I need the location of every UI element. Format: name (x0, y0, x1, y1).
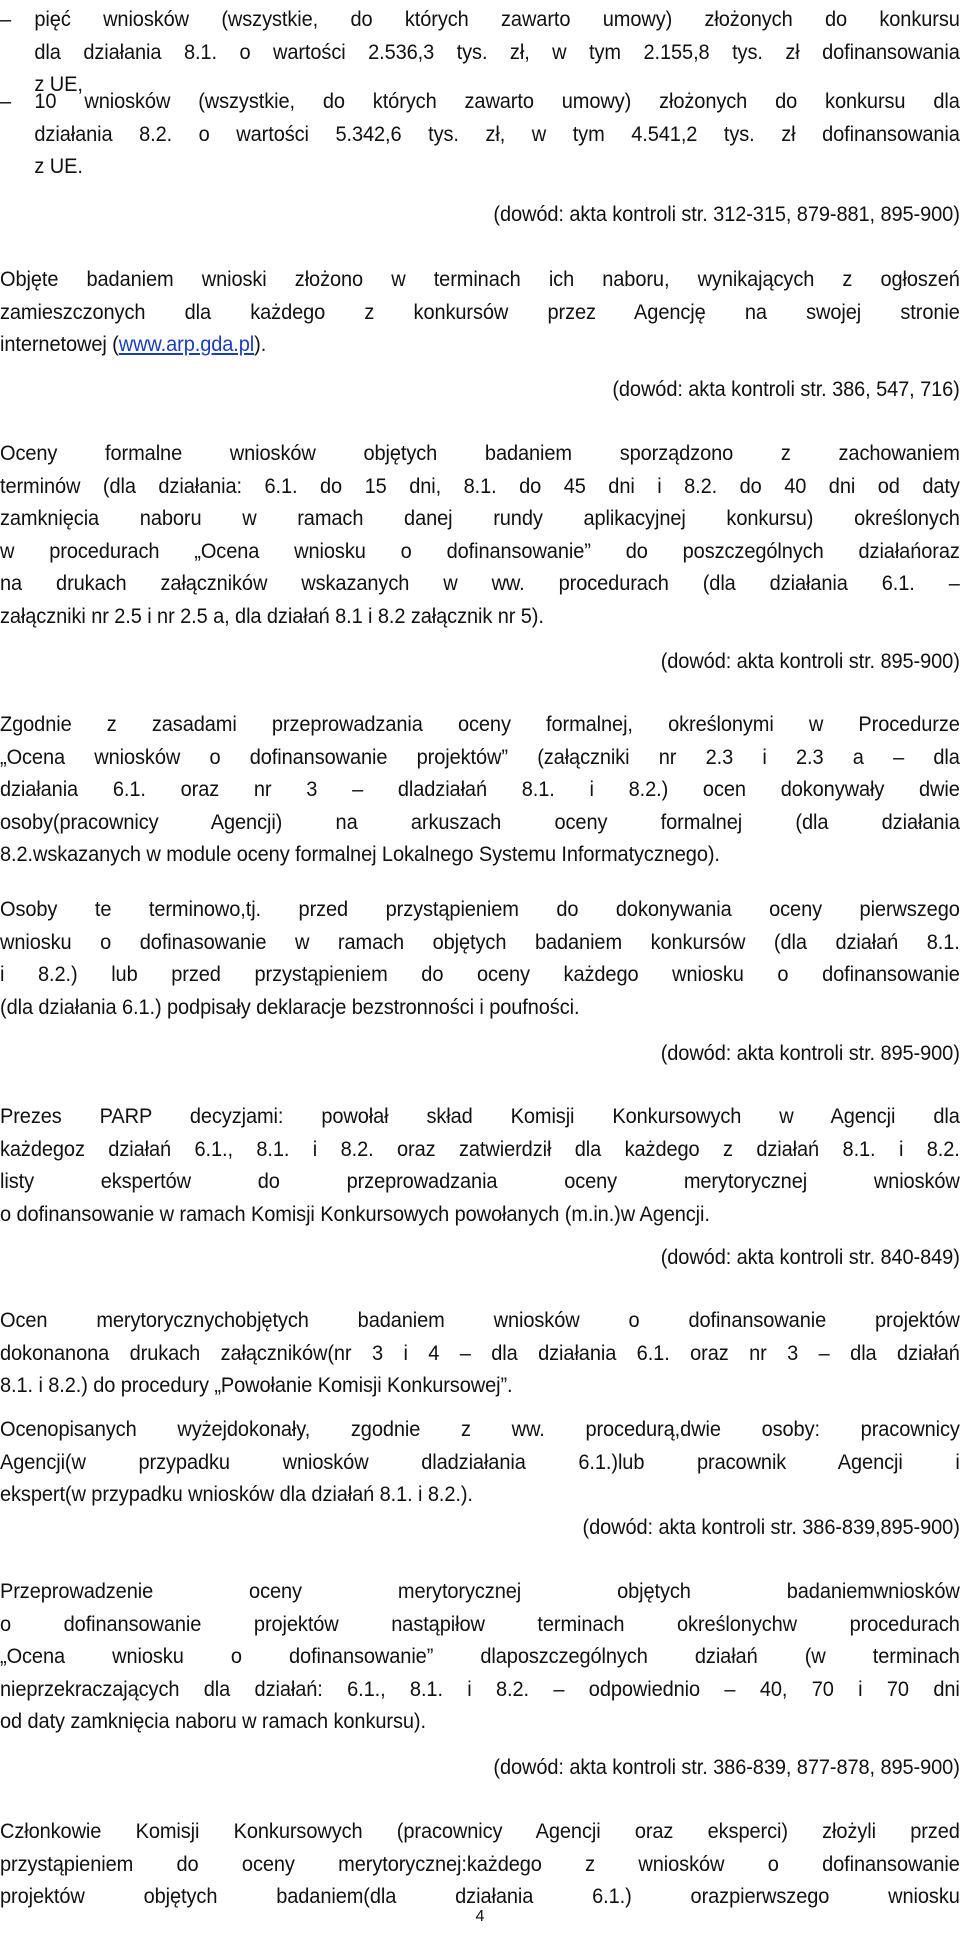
text-line: Osoby te terminowo,tj. przed przystąpieniem do dokonywania oceny pierwszego (0, 897, 960, 921)
text-line: Agencji(w przypadku wniosków dladziałania 6.1.)lub pracownik Agencji i (0, 1449, 960, 1474)
evidence-reference: (dowód: akta kontroli str. 895-900) (660, 649, 960, 673)
paragraph (0, 1815, 960, 1913)
text-line: Objęte badaniem wnioski złożono w terminach ich naboru, wynikających z ogłoszeń (0, 267, 960, 291)
text-line: „Ocena wniosków o dofinansowanie projektów” (załączniki nr 2.3 i 2.3 a – dla (0, 744, 960, 769)
evidence-reference: (dowód: akta kontroli str. 386-839, 877-878, 895-900) (493, 1755, 960, 1779)
page-number: 4 (475, 1908, 485, 1925)
website-link[interactable]: www.arp.gda.pl (118, 332, 255, 356)
text-line: Zgodnie z zasadami przeprowadzania oceny formalnej, określonymi w Procedurze (0, 712, 960, 736)
bullet-item (0, 85, 960, 183)
text-line: Ocen merytorycznychobjętych badaniem wniosków o dofinansowanie projektów (0, 1308, 960, 1332)
evidence-reference: (dowód: akta kontroli str. 840-849) (660, 1245, 960, 1269)
text-line: z UE. (34, 154, 83, 178)
paragraph (0, 1575, 960, 1738)
text-line: zamknięcia naboru w ramach danej rundy aplikacyjnej konkursu) określonych (0, 506, 960, 530)
text-line: projektów objętych badaniem(dla działania 6.1.) orazpierwszego wniosku (0, 1884, 960, 1908)
text-line: wniosku o dofinasowanie w ramach objętych badaniem konkursów (dla działań 8.1. (0, 929, 960, 954)
text-line: na drukach załączników wskazanych w ww. procedurach (dla działania 6.1. – (0, 571, 960, 595)
text-line: Prezes PARP decyzjami: powołał skład Komisji Konkursowych w Agencji dla (0, 1104, 960, 1128)
text-line: „Ocena wniosku o dofinansowanie” dlaposzczególnych działań (w terminach (0, 1644, 960, 1668)
paragraph (0, 708, 960, 871)
paragraph (0, 1304, 960, 1402)
text-line: od daty zamknięcia naboru w ramach konkursu). (0, 1709, 426, 1733)
text-line: Ocenopisanych wyżejdokonały, zgodnie z ww. procedurą,dwie osoby: pracownicy (0, 1417, 960, 1441)
text-line: pięć wniosków (wszystkie, do których zawarto umowy) złożonych do konkursu (34, 7, 960, 31)
text-line: o dofinansowanie projektów nastąpiłow terminach określonychw procedurach (0, 1611, 960, 1636)
text-line: 8.2.wskazanych w module oceny formalnej Lokalnego Systemu Informatycznego). (0, 842, 720, 866)
evidence-reference: (dowód: akta kontroli str. 386-839,895-900) (582, 1515, 960, 1539)
text-line: Członkowie Komisji Konkursowych (pracownicy Agencji oraz eksperci) złożyli przed (0, 1819, 960, 1843)
text-line: internetowej (www.arp.gda.pl). (0, 332, 267, 356)
text-line: w procedurach „Ocena wniosku o dofinansowanie” do poszczególnych działańoraz (0, 538, 960, 563)
text-line: dokonanona drukach załączników(nr 3 i 4 – dla działania 6.1. oraz nr 3 – dla działań (0, 1340, 960, 1365)
text-line: z UE, (34, 72, 83, 96)
text-line: Przeprowadzenie oceny merytorycznej objętych badaniemwniosków (0, 1579, 960, 1603)
evidence-reference: (dowód: akta kontroli str. 312-315, 879-881, 895-900) (493, 202, 960, 226)
text-line: każdegoz działań 6.1., 8.1. i 8.2. oraz zatwierdził dla każdego z działań 8.1. i 8.2. (0, 1136, 960, 1161)
text-line: (dla działania 6.1.) podpisały deklaracje bezstronności i poufności. (0, 994, 580, 1019)
text-line: działania 6.1. oraz nr 3 – dladziałań 8.1. i 8.2.) ocen dokonywały dwie (0, 777, 960, 801)
paragraph (0, 437, 960, 632)
text-line: zamieszczonych dla każdego z konkursów przez Agencję na swojej stronie (0, 299, 960, 324)
text-line: działania 8.2. o wartości 5.342,6 tys. zł, w tym 4.541,2 tys. zł dofinansowania (34, 121, 960, 146)
paragraph (0, 1100, 960, 1230)
paragraph (0, 893, 960, 1023)
text-line: ekspert(w przypadku wniosków dla działań 8.1. i 8.2.). (0, 1482, 473, 1506)
text-line: listy ekspertów do przeprowadzania oceny merytorycznej wniosków (0, 1169, 960, 1193)
text-line: terminów (dla działania: 6.1. do 15 dni, 8.1. do 45 dni i 8.2. do 40 dni od daty (0, 473, 960, 498)
text-line: dla działania 8.1. o wartości 2.536,3 tys. zł, w tym 2.155,8 tys. zł dofinansowania (34, 39, 960, 64)
dash-bullet: – (0, 7, 12, 31)
paragraph (0, 1413, 960, 1511)
evidence-reference: (dowód: akta kontroli str. 895-900) (660, 1041, 960, 1065)
paragraph (0, 263, 960, 361)
text-line: o dofinansowanie w ramach Komisji Konkursowych powołanych (m.in.)w Agencji. (0, 1201, 710, 1226)
text-line: i 8.2.) lub przed przystąpieniem do oceny każdego wniosku o dofinansowanie (0, 962, 960, 986)
text-line: przystąpieniem do oceny merytorycznej:każdego z wniosków o dofinansowanie (0, 1851, 960, 1876)
dash-bullet: – (0, 89, 12, 113)
text-line: osoby(pracownicy Agencji) na arkuszach oceny formalnej (dla działania (0, 809, 960, 834)
text-line: 10 wniosków (wszystkie, do których zawarto umowy) złożonych do konkursu dla (34, 89, 960, 113)
text-line: 8.1. i 8.2.) do procedury „Powołanie Komisji Konkursowej”. (0, 1373, 513, 1397)
text-line: Oceny formalne wniosków objętych badaniem sporządzono z zachowaniem (0, 441, 960, 465)
evidence-reference: (dowód: akta kontroli str. 386, 547, 716) (612, 377, 960, 401)
text-line: nieprzekraczających dla działań: 6.1., 8.1. i 8.2. – odpowiednio – 40, 70 i 70 dni (0, 1676, 960, 1701)
text-line: załączniki nr 2.5 i nr 2.5 a, dla działań 8.1 i 8.2 załącznik nr 5). (0, 603, 544, 628)
